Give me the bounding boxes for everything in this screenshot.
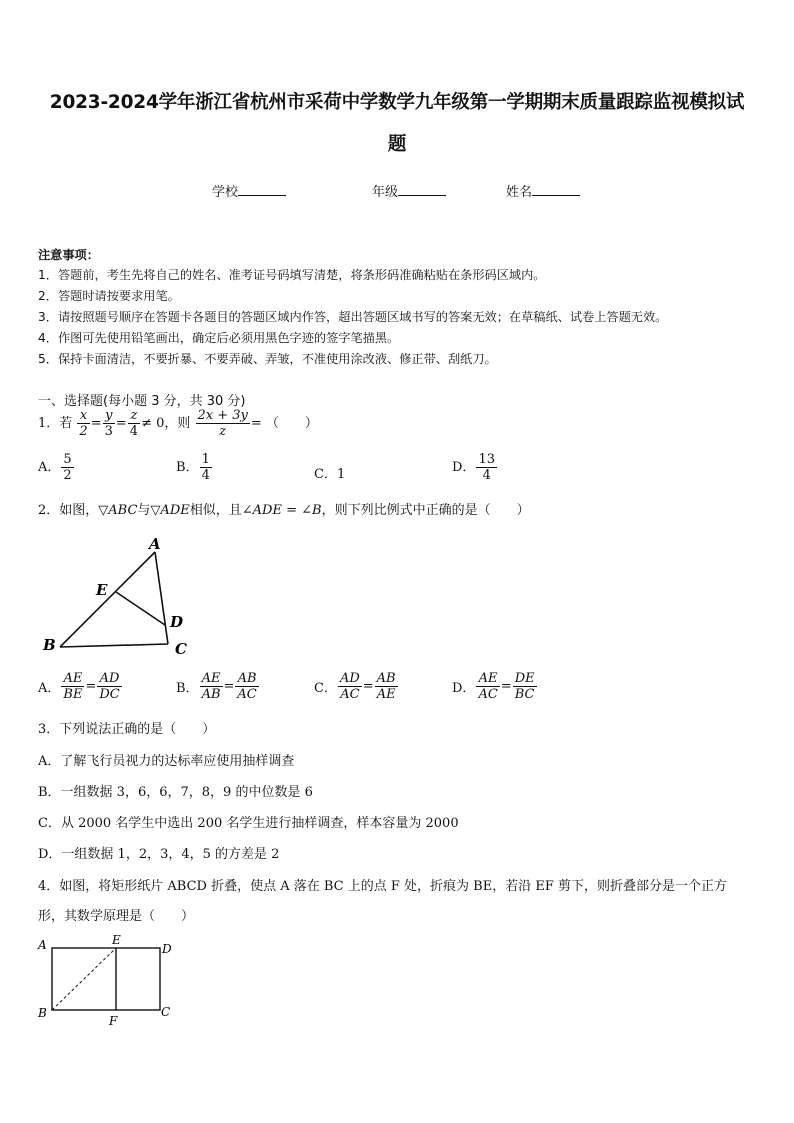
segment-ed xyxy=(116,592,165,625)
fraction-z-over-4: $\frac{z}{4}$ xyxy=(129,408,139,439)
name-blank xyxy=(532,183,580,196)
q1-option-c: C．1 xyxy=(314,467,346,482)
school-field xyxy=(212,181,286,200)
school-blank xyxy=(238,183,286,196)
notes-heading: 注意事项： xyxy=(38,248,99,262)
q2-option-a: A． $\frac{AE}{BE}$ = $\frac{AD}{DC}$ xyxy=(38,671,120,702)
school-label: 学校 xyxy=(212,185,239,200)
label-f: F xyxy=(109,1014,118,1028)
note-item: 4．作图可先使用铅笔画出，确定后必须用黑色字迹的签字笔描黑。 xyxy=(38,331,400,345)
note-item: 3．请按照题号顺序在答题卡各题目的答题区域内作答，超出答题区域书写的答案无效；在草稿纸、试卷上答题无效。 xyxy=(38,310,668,324)
angle-condition: ∠ADE = ∠B xyxy=(241,503,322,518)
triangle-abc: ▽ABC xyxy=(98,503,138,518)
grade-label: 年级 xyxy=(372,185,399,200)
q1-option-a: A． $\frac{5}{2}$ xyxy=(38,452,72,483)
q3-option-c: C．从 2000 名学生中选出 200 名学生进行抽样调查，样本容量为 2000 xyxy=(38,816,459,831)
fold-line-be xyxy=(52,948,116,1010)
label-b: B xyxy=(43,636,56,654)
q1-tail: = （ ） xyxy=(250,416,318,431)
segment-ab xyxy=(60,552,155,647)
label-e: E xyxy=(112,933,121,947)
question-1: 1．若 $\frac{x}{2}$ = $\frac{y}{3}$ = $\frac{z}{4}$ ≠ 0，则 $\frac{2x + 3y}{z}$ = （ ） xyxy=(38,408,318,439)
page-title-continued: 题 xyxy=(387,134,407,155)
label-a: A xyxy=(38,938,47,952)
question-4-continued: 形，其数学原理是（ ） xyxy=(38,909,195,924)
label-d: D xyxy=(162,942,172,956)
label-d: D xyxy=(170,613,184,631)
grade-blank xyxy=(398,183,446,196)
q2-option-b: B． $\frac{AE}{AB}$ = $\frac{AB}{AC}$ xyxy=(176,671,257,702)
name-label: 姓名 xyxy=(506,185,533,200)
rectangle-figure xyxy=(34,930,184,1030)
q2-option-c: C． $\frac{AD}{AC}$ = $\frac{AB}{AE}$ xyxy=(314,671,396,702)
label-c: C xyxy=(161,1005,171,1019)
rectangle-abcd xyxy=(52,948,160,1010)
question-4: 4．如图，将矩形纸片 ABCD 折叠，使点 A 落在 BC 上的点 F 处，折痕为 BE，若沿 EF 剪下，则折叠部分是一个正方 xyxy=(38,879,727,894)
label-e: E xyxy=(96,581,108,599)
page-title: 2023-2024学年浙江省杭州市采荷中学数学九年级第一学期期末质量跟踪监视模拟试 xyxy=(49,92,745,113)
name-field xyxy=(506,181,580,200)
triangle-ade: ▽ADE xyxy=(150,503,190,518)
q2-option-d: D． $\frac{AE}{AC}$ = $\frac{DE}{BC}$ xyxy=(452,671,535,702)
note-item: 2．答题时请按要求用笔。 xyxy=(38,289,180,303)
triangle-figure xyxy=(38,532,208,662)
label-b: B xyxy=(38,1006,47,1020)
label-a: A xyxy=(149,535,161,553)
section-heading: 一、选择题(每小题 3 分，共 30 分) xyxy=(38,394,246,409)
q1-option-d: D． $\frac{13}{4}$ xyxy=(452,452,495,483)
fraction-expression: $\frac{2x + 3y}{z}$ xyxy=(197,408,248,439)
q3-option-d: D．一组数据 1，2，3，4，5 的方差是 2 xyxy=(38,847,280,862)
note-item: 1．答题前，考生先将自己的姓名、准考证号码填写清楚，将条形码准确粘贴在条形码区域内。 xyxy=(38,268,546,282)
fraction-x-over-2: $\frac{x}{2}$ xyxy=(79,408,88,439)
q3-option-a: A．了解飞行员视力的达标率应使用抽样调查 xyxy=(38,754,295,769)
segment-ac xyxy=(155,552,168,644)
fraction-y-over-3: $\frac{y}{3}$ xyxy=(104,408,113,439)
label-c: C xyxy=(175,640,187,658)
question-2: 2．如图，▽ABC与▽ADE相似，且∠ADE = ∠B，则下列比例式中正确的是（ ） xyxy=(38,503,530,518)
q1-option-b: B． $\frac{1}{4}$ xyxy=(176,452,210,483)
question-3: 3．下列说法正确的是（ ） xyxy=(38,722,216,737)
q1-condition: ≠ 0，则 xyxy=(141,416,191,431)
q3-option-b: B．一组数据 3，6，6，7，8，9 的中位数是 6 xyxy=(38,785,313,800)
grade-field xyxy=(372,181,446,200)
q1-prefix: 1．若 xyxy=(38,416,73,431)
note-item: 5．保持卡面清洁，不要折暴、不要弄破、弄皱，不准使用涂改液、修正带、刮纸刀。 xyxy=(38,352,497,366)
segment-bc xyxy=(60,644,168,647)
